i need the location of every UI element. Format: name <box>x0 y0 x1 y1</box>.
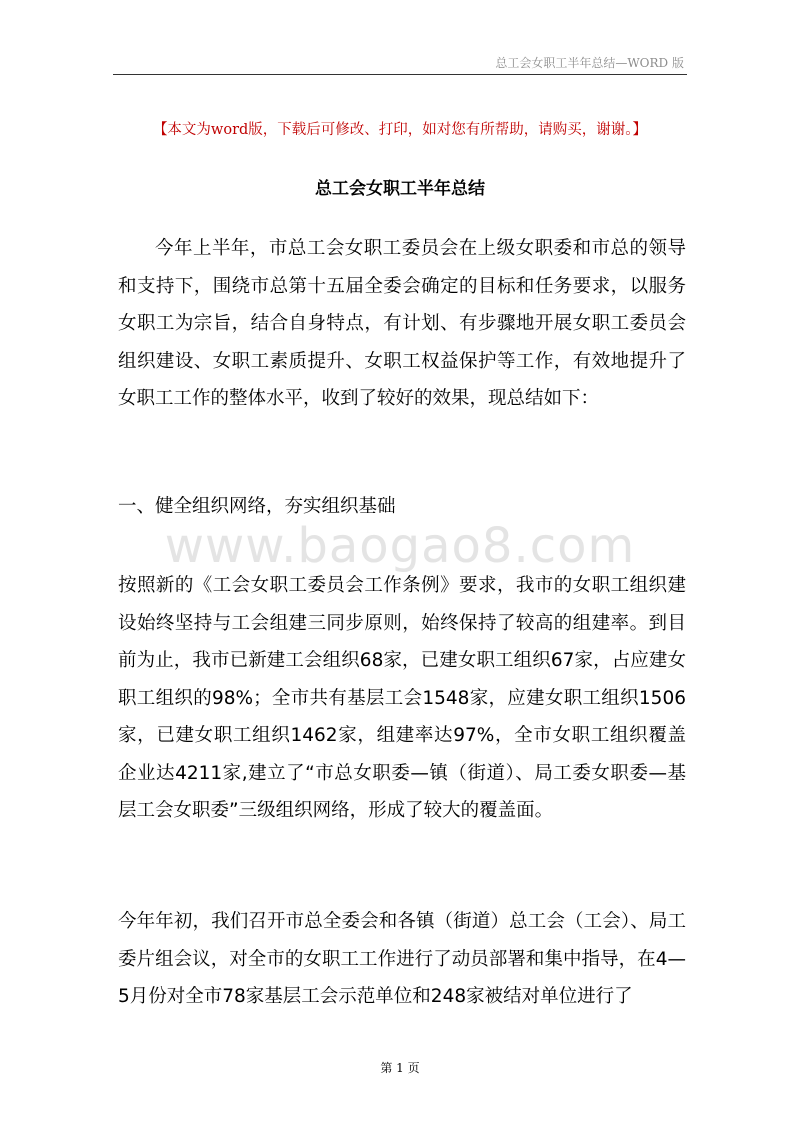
document-title: 总工会女职工半年总结 <box>315 179 485 199</box>
header-divider <box>113 74 687 75</box>
body-paragraph: 今年年初，我们召开市总全委会和各镇（街道）总工会（工会）、局工委片组会议，对全市的女职工工作进行了动员部署和集中指导，在4—5月份对全市78家基层工会示范单位和248家被结对单位进行了 <box>118 911 686 1007</box>
page-number: 第 1 页 <box>380 1061 420 1075</box>
purchase-notice: 【本文为word版，下载后可修改、打印，如对您有所帮助，请购买，谢谢。】 <box>152 122 648 138</box>
body-paragraph: 按照新的《工会女职工委员会工作条例》要求，我市的女职工组织建设始终坚持与工会组建三同步原则，始终保持了较高的组建率。到目前为止，我市已新建工会组织68家，已建女职工组织67家，占应建女职工组织的98%；全市共有基层工会1548家，应建女职工组织1506家，已建女职工组织1462家，组建率达97%，全市女职工组织覆盖企业达4211家,建立了“市总女职委—镇（街道）、局工委女职委—基层工会女职委”三级组织网络，形成了较大的覆盖面。 <box>118 575 686 821</box>
section-heading: 一、健全组织网络，夯实组织基础 <box>118 496 396 517</box>
watermark: www.baogao8.com <box>164 518 636 574</box>
running-header: 总工会女职工半年总结—WORD 版 <box>495 56 684 70</box>
intro-paragraph: 今年上半年，市总工会女职工委员会在上级女职委和市总的领导和支持下，围绕市总第十五届全委会确定的目标和任务要求，以服务女职工为宗旨，结合自身特点，有计划、有步骤地开展女职工委员会组织建设、女职工素质提升、女职工权益保护等工作，有效地提升了女职工工作的整体水平，收到了较好的效果，现总结如下： <box>118 238 686 409</box>
